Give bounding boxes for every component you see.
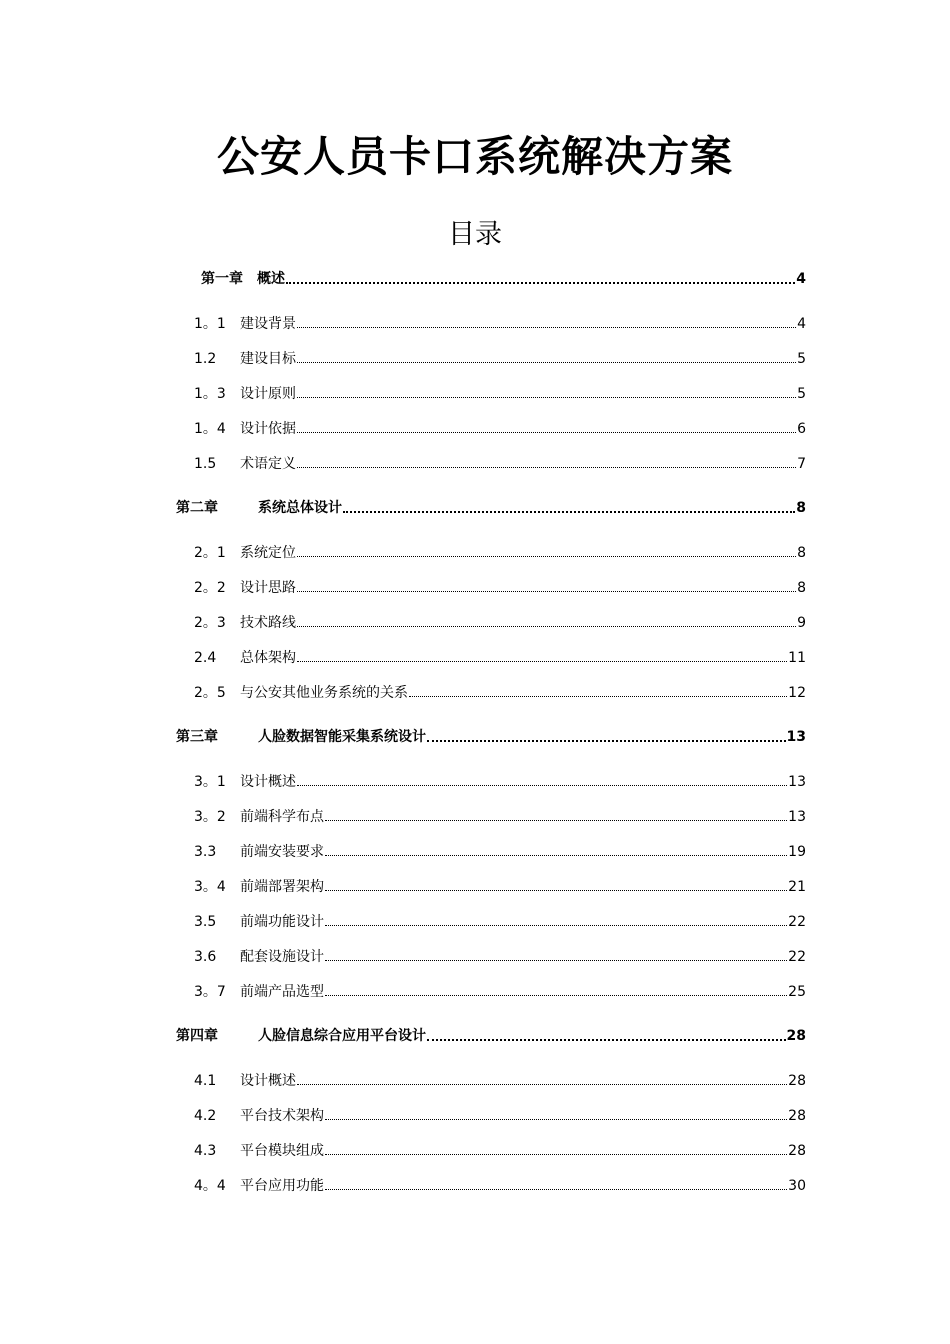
toc-title: 设计概述	[240, 774, 296, 790]
toc-page: 8	[797, 545, 806, 561]
toc-number: 第三章	[176, 729, 218, 745]
toc-page: 13	[786, 729, 806, 745]
toc-section[interactable]	[194, 540, 806, 562]
toc-page: 13	[788, 809, 806, 825]
toc-leader	[286, 282, 795, 284]
toc-page: 28	[788, 1143, 806, 1159]
toc-section[interactable]	[194, 680, 806, 702]
toc-section[interactable]	[194, 804, 806, 826]
toc-number: 1。1	[194, 316, 226, 332]
toc-chapter[interactable]	[176, 495, 806, 517]
toc-page: 5	[797, 351, 806, 367]
toc-number: 3。1	[194, 774, 226, 790]
toc-chapter[interactable]	[176, 1023, 806, 1045]
toc-page: 5	[797, 386, 806, 402]
toc-title: 技术路线	[240, 615, 296, 631]
toc-page: 21	[788, 879, 806, 895]
toc-number: 1。4	[194, 421, 226, 437]
toc-number: 3。2	[194, 809, 226, 825]
toc-number: 4.1	[194, 1073, 217, 1089]
toc-title: 平台模块组成	[240, 1143, 324, 1159]
toc-leader	[297, 362, 796, 363]
toc-section[interactable]	[194, 645, 806, 667]
toc-number: 4。4	[194, 1178, 226, 1194]
toc-number: 4.2	[194, 1108, 217, 1124]
toc-leader	[325, 1154, 787, 1155]
toc-leader	[325, 855, 787, 856]
toc-section[interactable]	[194, 451, 806, 473]
toc-section[interactable]	[194, 1173, 806, 1195]
toc-title: 设计思路	[240, 580, 296, 596]
toc-title: 总体架构	[240, 650, 296, 666]
toc-page: 22	[788, 949, 806, 965]
toc-number: 2.4	[194, 650, 217, 666]
toc-title: 设计依据	[240, 421, 296, 437]
toc-title: 前端部署架构	[240, 879, 324, 895]
toc-title: 设计概述	[240, 1073, 296, 1089]
toc-number: 1.2	[194, 351, 217, 367]
toc-number: 第四章	[176, 1028, 218, 1044]
toc-leader	[427, 1039, 786, 1041]
toc-leader	[325, 995, 787, 996]
toc-section[interactable]	[194, 575, 806, 597]
toc-number: 1。3	[194, 386, 226, 402]
toc-number: 2。1	[194, 545, 226, 561]
toc-leader	[325, 890, 787, 891]
toc-section[interactable]	[194, 1068, 806, 1090]
toc-leader	[297, 1084, 787, 1085]
toc-section[interactable]	[194, 839, 806, 861]
toc-leader	[297, 785, 787, 786]
toc-chapter[interactable]	[176, 724, 806, 746]
toc-leader	[297, 432, 796, 433]
toc-number: 2。3	[194, 615, 226, 631]
toc-leader	[409, 696, 787, 697]
toc-leader	[297, 661, 787, 662]
toc-section[interactable]	[194, 346, 806, 368]
toc-section[interactable]	[194, 769, 806, 791]
toc-page: 28	[788, 1108, 806, 1124]
toc-section[interactable]	[194, 874, 806, 896]
toc-title: 平台应用功能	[240, 1178, 324, 1194]
toc-section[interactable]	[194, 311, 806, 333]
toc-page: 30	[788, 1178, 806, 1194]
toc-leader	[427, 740, 786, 742]
toc-page: 13	[788, 774, 806, 790]
toc-page: 11	[788, 650, 806, 666]
toc-section[interactable]	[194, 1103, 806, 1125]
toc-section[interactable]	[194, 610, 806, 632]
toc-number: 1.5	[194, 456, 217, 472]
toc-section[interactable]	[194, 909, 806, 931]
toc-leader	[297, 467, 796, 468]
toc-title: 前端功能设计	[240, 914, 324, 930]
toc-title: 系统定位	[240, 545, 296, 561]
toc-leader	[325, 820, 787, 821]
toc-section[interactable]	[194, 1138, 806, 1160]
toc-title: 设计原则	[240, 386, 296, 402]
toc-leader	[297, 556, 796, 557]
toc-section[interactable]	[194, 944, 806, 966]
toc-page: 28	[788, 1073, 806, 1089]
toc-number: 2。5	[194, 685, 226, 701]
toc-number: 3.6	[194, 949, 217, 965]
toc-number: 3。7	[194, 984, 226, 1000]
toc-title: 概述	[257, 271, 285, 287]
toc-title: 人脸信息综合应用平台设计	[258, 1028, 426, 1044]
toc-number: 第一章	[201, 271, 243, 287]
toc-title: 建设背景	[240, 316, 296, 332]
toc-page: 28	[786, 1028, 806, 1044]
toc-page: 25	[788, 984, 806, 1000]
toc-section[interactable]	[194, 416, 806, 438]
toc-page: 8	[797, 580, 806, 596]
toc-page: 22	[788, 914, 806, 930]
toc-leader	[325, 925, 787, 926]
toc-number: 3。4	[194, 879, 226, 895]
toc-leader	[297, 626, 796, 627]
toc-page: 4	[797, 316, 806, 332]
toc-title: 前端安装要求	[240, 844, 324, 860]
toc-page: 6	[797, 421, 806, 437]
toc-chapter[interactable]	[201, 266, 806, 288]
toc-leader	[297, 397, 796, 398]
toc-leader	[343, 511, 795, 513]
toc-number: 第二章	[176, 500, 218, 516]
toc-title: 人脸数据智能采集系统设计	[258, 729, 426, 745]
toc-page: 8	[796, 500, 806, 516]
toc-page: 9	[797, 615, 806, 631]
toc-title: 与公安其他业务系统的关系	[240, 685, 408, 701]
toc-title: 配套设施设计	[240, 949, 324, 965]
toc-title: 术语定义	[240, 456, 296, 472]
toc-number: 3.5	[194, 914, 217, 930]
toc-title: 前端产品选型	[240, 984, 324, 1000]
toc-leader	[325, 960, 787, 961]
toc-number: 2。2	[194, 580, 226, 596]
toc-number: 3.3	[194, 844, 217, 860]
toc-title: 平台技术架构	[240, 1108, 324, 1124]
document-title: 公安人员卡口系统解决方案	[216, 132, 733, 181]
toc-page: 12	[788, 685, 806, 701]
toc-title: 建设目标	[240, 351, 296, 367]
toc-leader	[297, 327, 796, 328]
toc-title: 系统总体设计	[258, 500, 342, 516]
toc-leader	[325, 1189, 787, 1190]
toc-section[interactable]	[194, 979, 806, 1001]
toc-page: 7	[797, 456, 806, 472]
toc-page: 19	[788, 844, 806, 860]
toc-number: 4.3	[194, 1143, 217, 1159]
toc-section[interactable]	[194, 381, 806, 403]
toc-title: 前端科学布点	[240, 809, 324, 825]
toc-page: 4	[796, 271, 806, 287]
toc-leader	[297, 591, 796, 592]
toc-heading: 目录	[448, 219, 502, 250]
toc-leader	[325, 1119, 787, 1120]
